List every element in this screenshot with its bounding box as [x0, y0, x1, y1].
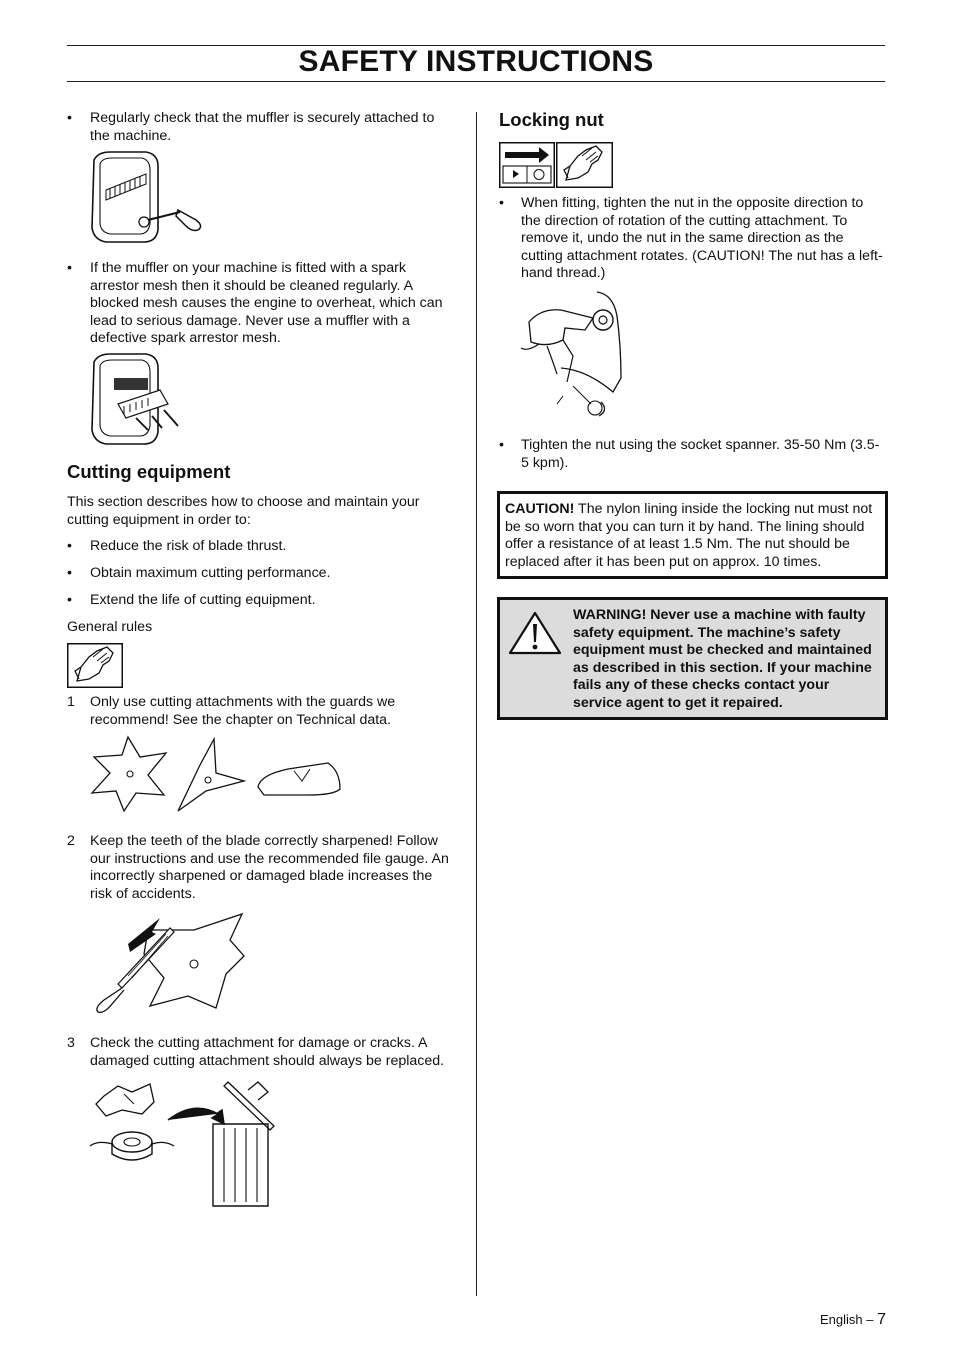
caution-body: The nylon lining inside the locking nut must not be so worn that you can turn it by hand. The lining should offer a resistance of at least 1.5 Nm. The nut should be replaced after it has been put on approx. 10 times. [505, 501, 873, 570]
glove-icon [556, 142, 613, 188]
spark-arrestor-text: If the muffler on your machine is fitted with a spark arrestor mesh then it should be cleaned regularly. A blocked mesh causes the engine to overheat, which can lead to serious damage. Never use a muffler with a defective spark arrestor mesh. [90, 260, 443, 346]
footer-dash: – [866, 1312, 874, 1327]
tighten-nut-text: Tighten the nut using the socket spanner. 35-50 Nm (3.5-5 kpm). [521, 437, 880, 471]
column-separator [476, 112, 477, 1296]
locking-nut-heading: Locking nut [499, 109, 604, 130]
tightening-nut-illustration [517, 286, 632, 421]
fitting-instructions-text: When fitting, tighten the nut in the opposite direction to the direction of rotation of the cutting attachment. To remove it, undo the nut in the same direction as the cutting attachment rotates. (CAUTION! The nut has a left-hand thread.) [521, 195, 883, 281]
rule-text: Keep the teeth of the blade correctly sharpened! Follow our instructions and use the recommended file gauge. An incorrectly sharpened or damaged blade increases the risk of accidents. [90, 833, 449, 902]
caution-text [505, 501, 879, 571]
page-title: SAFETY INSTRUCTIONS [298, 45, 654, 78]
goal-item: Obtain maximum cutting performance. [90, 565, 331, 581]
footer-page-label [780, 1310, 886, 1330]
rule-number: 3 [67, 1035, 75, 1051]
cutting-equipment-heading: Cutting equipment [67, 461, 231, 482]
rule-number: 2 [67, 833, 75, 849]
bullet-mark: • [499, 437, 504, 453]
caution-label: CAUTION! [505, 501, 575, 517]
rule-text: Only use cutting attachments with the guards we recommend! See the chapter on Technical data. [90, 694, 396, 728]
warning-box [497, 597, 888, 720]
glove-icon [67, 643, 123, 688]
muffler-check-text: Regularly check that the muffler is securely attached to the machine. [90, 110, 435, 144]
general-rules-label: General rules [67, 619, 153, 635]
header-bottom-rule [67, 81, 885, 82]
caution-box [497, 491, 888, 579]
bullet-mark: • [499, 195, 504, 211]
discard-damaged-attachment-illustration [88, 1074, 283, 1210]
rule-text: Check the cutting attachment for damage or cracks. A damaged cutting attachment should always be replaced. [90, 1035, 445, 1069]
bullet-mark: • [67, 565, 72, 581]
muffler-screwdriver-illustration [88, 150, 213, 245]
footer-language: English [819, 1312, 863, 1327]
bullet-mark: • [67, 110, 72, 126]
blades-and-guard-illustration [88, 733, 344, 815]
page-number: 7 [877, 1311, 886, 1328]
rule-number: 1 [67, 694, 75, 710]
bullet-mark: • [67, 538, 72, 554]
bullet-mark: • [67, 260, 72, 276]
bullet-mark: • [67, 592, 72, 608]
spark-arrestor-illustration [88, 352, 188, 447]
cutting-intro-text: This section describes how to choose and maintain your cutting equipment in order to: [67, 494, 420, 528]
warning-text: WARNING! Never use a machine with faulty safety equipment. The machine’s safety equipment must be checked and maintained as described in this section. If your machine fails any of these checks contact your service agent to get it repaired. [573, 607, 872, 711]
blade-sharpening-illustration [88, 910, 248, 1015]
goal-item: Extend the life of cutting equipment. [90, 592, 316, 608]
goal-item: Reduce the risk of blade thrust. [90, 538, 287, 554]
read-manual-icon [499, 142, 555, 188]
warning-triangle-icon [507, 610, 563, 656]
